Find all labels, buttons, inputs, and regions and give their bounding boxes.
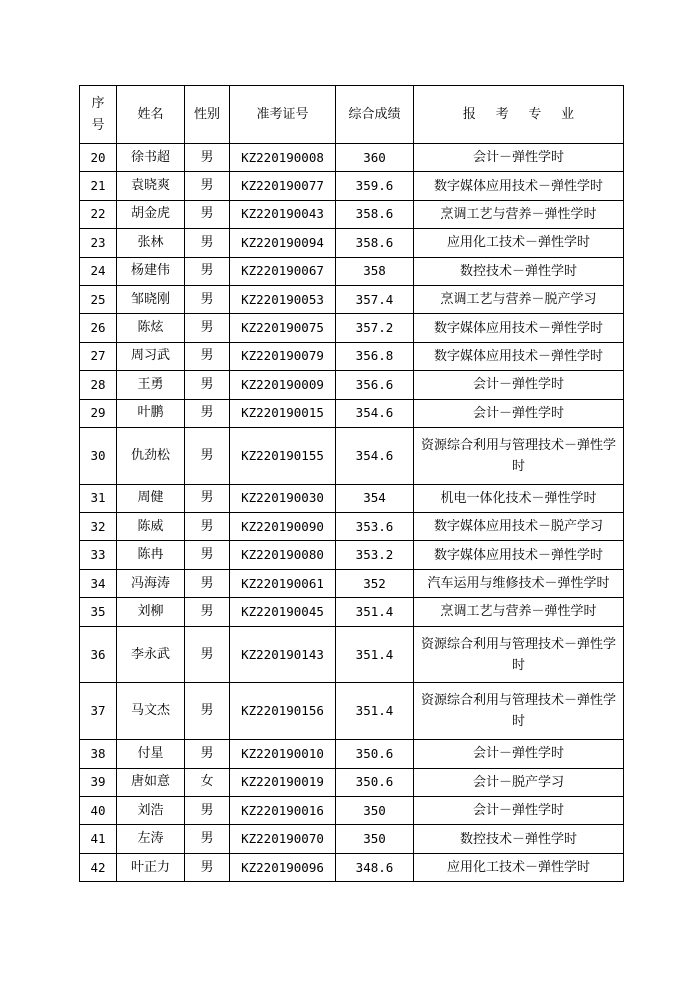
cell-seq: 21: [80, 172, 117, 200]
cell-seq: 29: [80, 399, 117, 427]
cell-name: 陈炫: [117, 314, 185, 342]
header-seq: [80, 86, 117, 144]
table-row: [80, 285, 624, 313]
cell-score: 351.4: [336, 626, 414, 683]
cell-name: 叶鹏: [117, 399, 185, 427]
cell-score: 354.6: [336, 399, 414, 427]
cell-score: 353.2: [336, 541, 414, 569]
cell-gender: 男: [185, 200, 230, 228]
cell-score: 356.6: [336, 371, 414, 399]
table-row: [80, 740, 624, 768]
cell-name: 唐如意: [117, 768, 185, 796]
table-body: [80, 144, 624, 882]
cell-exam-no: KZ220190030: [230, 484, 336, 512]
cell-gender: 男: [185, 853, 230, 881]
header-gender: 性别: [185, 86, 230, 144]
table-row: [80, 144, 624, 172]
cell-exam-no: KZ220190143: [230, 626, 336, 683]
cell-major: 会计－弹性学时: [414, 797, 624, 825]
cell-major: 会计－弹性学时: [414, 740, 624, 768]
table-row: [80, 399, 624, 427]
cell-score: 350.6: [336, 768, 414, 796]
cell-gender: 男: [185, 513, 230, 541]
cell-name: 冯海涛: [117, 569, 185, 597]
table-row: [80, 342, 624, 370]
cell-gender: 男: [185, 285, 230, 313]
cell-seq: 42: [80, 853, 117, 881]
cell-seq: 39: [80, 768, 117, 796]
cell-name: 仇劲松: [117, 427, 185, 484]
cell-seq: 20: [80, 144, 117, 172]
cell-name: 刘浩: [117, 797, 185, 825]
cell-major: 应用化工技术－弹性学时: [414, 229, 624, 257]
cell-major: 应用化工技术－弹性学时: [414, 853, 624, 881]
cell-gender: 男: [185, 541, 230, 569]
header-score: 综合成绩: [336, 86, 414, 144]
cell-exam-no: KZ220190155: [230, 427, 336, 484]
cell-exam-no: KZ220190156: [230, 683, 336, 740]
table-row: [80, 172, 624, 200]
cell-major: 汽车运用与维修技术－弹性学时: [414, 569, 624, 597]
cell-score: 350: [336, 797, 414, 825]
cell-exam-no: KZ220190009: [230, 371, 336, 399]
cell-score: 350.6: [336, 740, 414, 768]
cell-major: 数控技术－弹性学时: [414, 825, 624, 853]
cell-gender: 男: [185, 569, 230, 597]
cell-seq: 22: [80, 200, 117, 228]
cell-seq: 37: [80, 683, 117, 740]
cell-seq: 25: [80, 285, 117, 313]
cell-exam-no: KZ220190075: [230, 314, 336, 342]
cell-gender: 男: [185, 626, 230, 683]
cell-gender: 男: [185, 399, 230, 427]
cell-seq: 28: [80, 371, 117, 399]
cell-exam-no: KZ220190019: [230, 768, 336, 796]
cell-name: 周习武: [117, 342, 185, 370]
cell-gender: 女: [185, 768, 230, 796]
table-row: [80, 257, 624, 285]
cell-gender: 男: [185, 825, 230, 853]
cell-score: 358: [336, 257, 414, 285]
cell-gender: 男: [185, 740, 230, 768]
cell-gender: 男: [185, 484, 230, 512]
cell-name: 邹晓刚: [117, 285, 185, 313]
cell-major: 会计－弹性学时: [414, 399, 624, 427]
cell-major: 数字媒体应用技术－弹性学时: [414, 541, 624, 569]
cell-name: 王勇: [117, 371, 185, 399]
cell-score: 348.6: [336, 853, 414, 881]
cell-seq: 36: [80, 626, 117, 683]
cell-score: 357.2: [336, 314, 414, 342]
cell-exam-no: KZ220190061: [230, 569, 336, 597]
cell-major: 资源综合利用与管理技术－弹性学时: [414, 626, 624, 683]
cell-gender: 男: [185, 172, 230, 200]
cell-name: 马文杰: [117, 683, 185, 740]
cell-score: 351.4: [336, 683, 414, 740]
cell-gender: 男: [185, 144, 230, 172]
cell-score: 352: [336, 569, 414, 597]
cell-seq: 34: [80, 569, 117, 597]
cell-seq: 27: [80, 342, 117, 370]
cell-name: 左涛: [117, 825, 185, 853]
cell-name: 胡金虎: [117, 200, 185, 228]
cell-score: 351.4: [336, 598, 414, 626]
cell-gender: 男: [185, 314, 230, 342]
cell-name: 付星: [117, 740, 185, 768]
cell-exam-no: KZ220190090: [230, 513, 336, 541]
cell-exam-no: KZ220190043: [230, 200, 336, 228]
cell-exam-no: KZ220190094: [230, 229, 336, 257]
cell-seq: 23: [80, 229, 117, 257]
cell-seq: 31: [80, 484, 117, 512]
table-row: [80, 825, 624, 853]
cell-name: 刘柳: [117, 598, 185, 626]
table-row: [80, 427, 624, 484]
cell-name: 袁晓爽: [117, 172, 185, 200]
cell-major: 数字媒体应用技术－脱产学习: [414, 513, 624, 541]
cell-score: 358.6: [336, 200, 414, 228]
cell-major: 烹调工艺与营养－弹性学时: [414, 598, 624, 626]
cell-name: 李永武: [117, 626, 185, 683]
cell-name: 杨建伟: [117, 257, 185, 285]
cell-gender: 男: [185, 229, 230, 257]
cell-exam-no: KZ220190079: [230, 342, 336, 370]
table-row: [80, 541, 624, 569]
header-row: [80, 86, 624, 144]
cell-exam-no: KZ220190015: [230, 399, 336, 427]
cell-exam-no: KZ220190053: [230, 285, 336, 313]
cell-gender: 男: [185, 427, 230, 484]
cell-exam-no: KZ220190077: [230, 172, 336, 200]
table-row: [80, 314, 624, 342]
score-table: [79, 85, 624, 882]
cell-seq: 40: [80, 797, 117, 825]
cell-exam-no: KZ220190067: [230, 257, 336, 285]
cell-score: 356.8: [336, 342, 414, 370]
cell-gender: 男: [185, 683, 230, 740]
table-row: [80, 229, 624, 257]
cell-score: 360: [336, 144, 414, 172]
table-row: [80, 484, 624, 512]
table-row: [80, 200, 624, 228]
table-row: [80, 768, 624, 796]
table-row: [80, 683, 624, 740]
cell-major: 数控技术－弹性学时: [414, 257, 624, 285]
cell-score: 358.6: [336, 229, 414, 257]
cell-exam-no: KZ220190070: [230, 825, 336, 853]
cell-exam-no: KZ220190008: [230, 144, 336, 172]
cell-exam-no: KZ220190010: [230, 740, 336, 768]
cell-seq: 30: [80, 427, 117, 484]
cell-major: 数字媒体应用技术－弹性学时: [414, 342, 624, 370]
cell-score: 353.6: [336, 513, 414, 541]
cell-gender: 男: [185, 342, 230, 370]
cell-major: 会计－弹性学时: [414, 371, 624, 399]
cell-exam-no: KZ220190016: [230, 797, 336, 825]
cell-major: 烹调工艺与营养－脱产学习: [414, 285, 624, 313]
cell-seq: 35: [80, 598, 117, 626]
cell-score: 359.6: [336, 172, 414, 200]
cell-major: 资源综合利用与管理技术－弹性学时: [414, 427, 624, 484]
cell-score: 354: [336, 484, 414, 512]
cell-name: 陈威: [117, 513, 185, 541]
header-seq-line1: 序: [91, 95, 105, 111]
cell-exam-no: KZ220190045: [230, 598, 336, 626]
cell-major: 资源综合利用与管理技术－弹性学时: [414, 683, 624, 740]
table-row: [80, 513, 624, 541]
cell-gender: 男: [185, 598, 230, 626]
cell-exam-no: KZ220190080: [230, 541, 336, 569]
header-major: 报 考 专 业: [414, 86, 624, 144]
table-row: [80, 569, 624, 597]
cell-score: 350: [336, 825, 414, 853]
cell-major: 会计－弹性学时: [414, 144, 624, 172]
cell-major: 数字媒体应用技术－弹性学时: [414, 314, 624, 342]
header-exam-no: 准考证号: [230, 86, 336, 144]
cell-exam-no: KZ220190096: [230, 853, 336, 881]
cell-major: 烹调工艺与营养－弹性学时: [414, 200, 624, 228]
cell-major: 会计－脱产学习: [414, 768, 624, 796]
cell-seq: 24: [80, 257, 117, 285]
cell-score: 354.6: [336, 427, 414, 484]
cell-name: 张林: [117, 229, 185, 257]
cell-major: 数字媒体应用技术－弹性学时: [414, 172, 624, 200]
cell-seq: 38: [80, 740, 117, 768]
cell-seq: 32: [80, 513, 117, 541]
cell-gender: 男: [185, 257, 230, 285]
table-row: [80, 598, 624, 626]
cell-gender: 男: [185, 797, 230, 825]
cell-name: 叶正力: [117, 853, 185, 881]
cell-gender: 男: [185, 371, 230, 399]
cell-seq: 33: [80, 541, 117, 569]
table-row: [80, 626, 624, 683]
table-row: [80, 371, 624, 399]
header-seq-line2: 号: [91, 117, 105, 133]
header-name: 姓名: [117, 86, 185, 144]
cell-name: 周健: [117, 484, 185, 512]
cell-seq: 26: [80, 314, 117, 342]
cell-major: 机电一体化技术－弹性学时: [414, 484, 624, 512]
table-row: [80, 797, 624, 825]
cell-name: 陈冉: [117, 541, 185, 569]
cell-seq: 41: [80, 825, 117, 853]
table-row: [80, 853, 624, 881]
cell-name: 徐书超: [117, 144, 185, 172]
cell-score: 357.4: [336, 285, 414, 313]
